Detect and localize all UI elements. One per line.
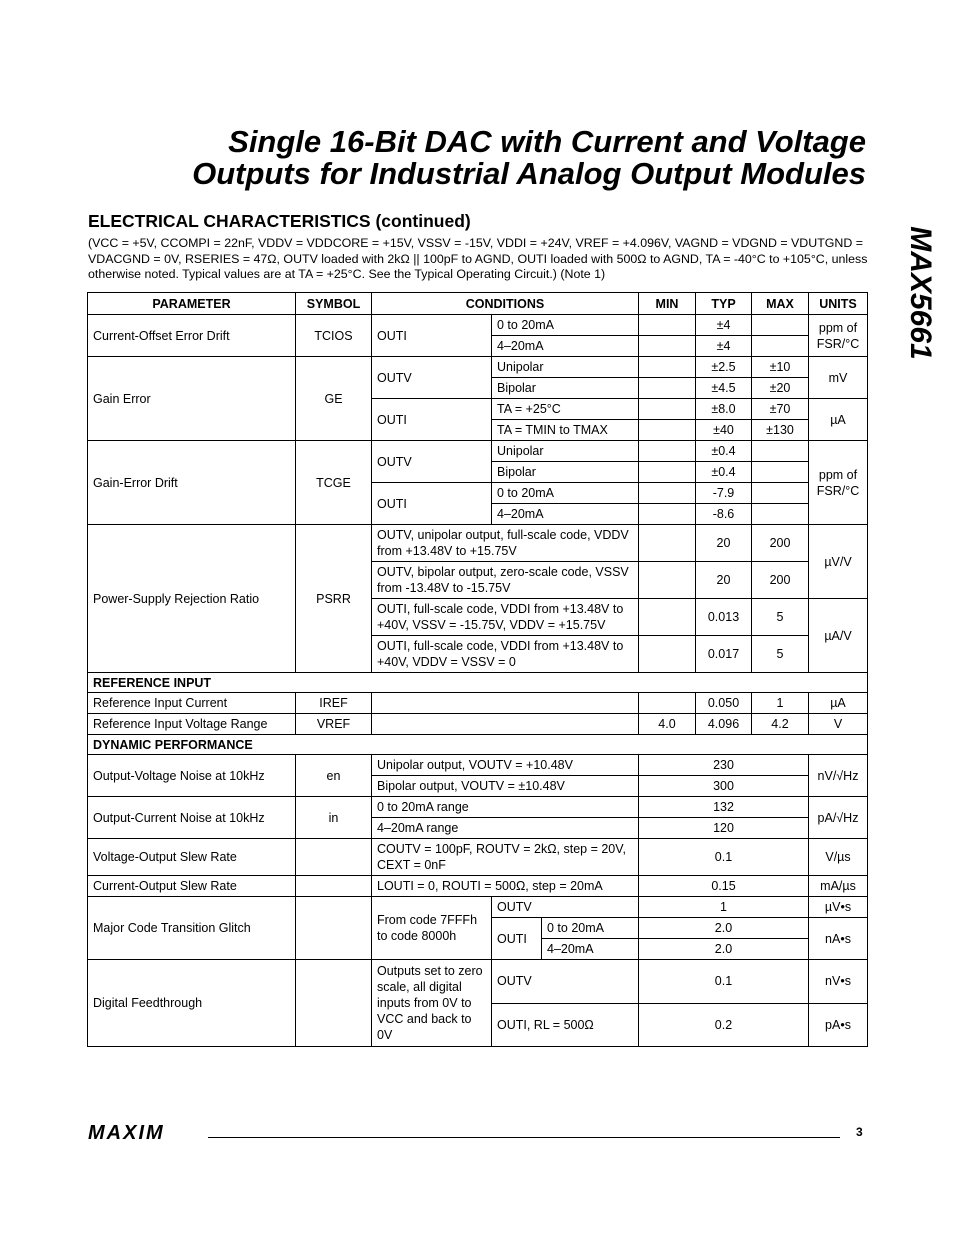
- maxim-logo: [88, 1122, 196, 1142]
- section-row-reference-input: REFERENCE INPUT: [88, 673, 868, 693]
- table-row: Bipolar output, VOUTV = ±10.48V 300: [88, 776, 868, 797]
- table-row: 4–20mA -8.6: [88, 504, 868, 525]
- table-row: OUTI, full-scale code, VDDI from +13.48V to +40V, VDDV = VSSV = 0 0.017 5: [88, 636, 868, 673]
- electrical-characteristics-table: [87, 292, 868, 1047]
- table-row: OUTI, full-scale code, VDDI from +13.48V to +40V, VSSV = -15.75V, VDDV = +15.75V 0.013 5 µA/V: [88, 599, 868, 636]
- conditions-note: (VCC = +5V, CCOMPI = 22nF, VDDV = VDDCORE = +15V, VSSV = -15V, VDDI = +24V, VREF = +4.096V, VAGND = VDGND = VDUTGND = VDACGND = 0V, RSERIES = 47Ω, OUTV loaded with 2kΩ || 100pF to AGND, OUTI loaded with 500Ω to AGND, TA = -40°C to +105°C, unless otherwise noted. Typical values are at TA = +25°C. See the Typical Operating Circuit.) (Note 1): [88, 236, 868, 282]
- header-min: MIN: [639, 293, 696, 315]
- title-line-2: Outputs for Industrial Analog Output Modules: [192, 156, 866, 191]
- table-row: OUTI 0 to 20mA 2.0 nA•s: [88, 918, 868, 939]
- document-title: [192, 126, 866, 190]
- header-row: [88, 293, 868, 315]
- section-title: ELECTRICAL CHARACTERISTICS (continued): [88, 211, 471, 231]
- table-row: Bipolar ±0.4: [88, 462, 868, 483]
- table-row: OUTV, bipolar output, zero-scale code, VSSV from -13.48V to -15.75V 20 200: [88, 562, 868, 599]
- table-row: Gain Error GE OUTV Unipolar ±2.5 ±10 mV: [88, 357, 868, 378]
- table-row: Voltage-Output Slew Rate COUTV = 100pF, ROUTV = 2kΩ, step = 20V, CEXT = 0nF 0.1 V/µs: [88, 839, 868, 876]
- table-row: OUTI 0 to 20mA -7.9: [88, 483, 868, 504]
- side-part-number: MAX5661: [904, 226, 937, 360]
- table-row: Output-Voltage Noise at 10kHz en Unipolar output, VOUTV = +10.48V 230 nV/√Hz: [88, 755, 868, 776]
- header-units: UNITS: [809, 293, 868, 315]
- table-row: Output-Current Noise at 10kHz in 0 to 20mA range 132 pA/√Hz: [88, 797, 868, 818]
- header-parameter: PARAMETER: [88, 293, 296, 315]
- table-row: OUTI TA = +25°C ±8.0 ±70 µA: [88, 399, 868, 420]
- table-row: TA = TMIN to TMAX ±40 ±130: [88, 420, 868, 441]
- header-typ: TYP: [696, 293, 752, 315]
- header-symbol: SYMBOL: [296, 293, 372, 315]
- table-row: 4–20mA ±4: [88, 336, 868, 357]
- table-row: 4–20mA 2.0: [88, 939, 868, 960]
- table-row: Digital Feedthrough Outputs set to zero scale, all digital inputs from 0V to VCC and back to 0V OUTV 0.1 nV•s: [88, 960, 868, 1004]
- table-row: Major Code Transition Glitch From code 7FFFh to code 8000h OUTV 1 µV•s: [88, 897, 868, 918]
- table-row: Gain-Error Drift TCGE OUTV Unipolar ±0.4 ppm of FSR/°C: [88, 441, 868, 462]
- page-number: 3: [856, 1125, 863, 1139]
- table-row: Reference Input Voltage Range VREF 4.0 4.096 4.2 V: [88, 714, 868, 735]
- header-conditions: CONDITIONS: [372, 293, 639, 315]
- table-row: 4–20mA range 120: [88, 818, 868, 839]
- table-row: OUTI, RL = 500Ω 0.2 pA•s: [88, 1003, 868, 1047]
- table-row: Bipolar ±4.5 ±20: [88, 378, 868, 399]
- section-row-dynamic-performance: DYNAMIC PERFORMANCE: [88, 735, 868, 755]
- svg-text:MAXIM: MAXIM: [88, 1122, 165, 1142]
- table-row: Current-Output Slew Rate LOUTI = 0, ROUTI = 500Ω, step = 20mA 0.15 mA/µs: [88, 876, 868, 897]
- header-max: MAX: [752, 293, 809, 315]
- table-row: Reference Input Current IREF 0.050 1 µA: [88, 693, 868, 714]
- table-row: Current-Offset Error Drift TCIOS OUTI 0 to 20mA ±4 ppm of FSR/°C: [88, 315, 868, 336]
- footer-rule: [208, 1137, 840, 1138]
- title-line-1: Single 16-Bit DAC with Current and Voltage: [228, 124, 866, 159]
- table-row: Power-Supply Rejection Ratio PSRR OUTV, unipolar output, full-scale code, VDDV from +13.48V to +15.75V 20 200 µV/V: [88, 525, 868, 562]
